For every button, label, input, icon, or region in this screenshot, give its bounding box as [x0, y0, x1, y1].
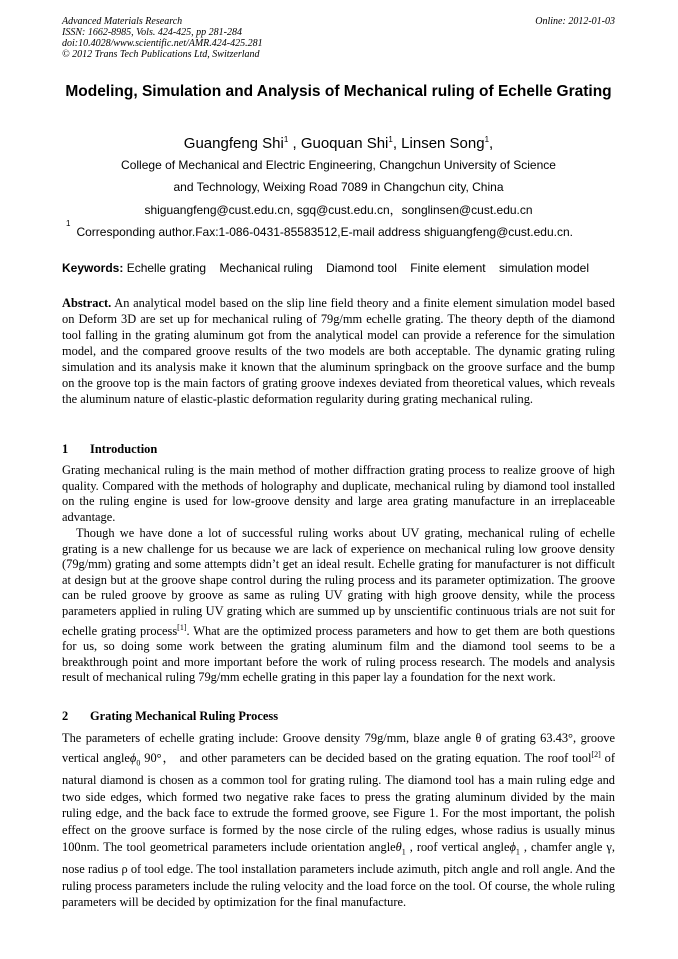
citation-ref: [2]	[591, 749, 601, 759]
theta1-subscript: 1	[401, 847, 406, 857]
section-title: Grating Mechanical Ruling Process	[90, 709, 279, 723]
citation-ref: [1]	[177, 622, 187, 632]
journal-header	[62, 16, 615, 60]
process-text: The parameters of echelle grating include: Groove density 79g/mm, blaze angle θ of grating 63.43°, groove vertical angle	[62, 731, 615, 765]
online-date: Online: 2012-01-03	[535, 16, 615, 27]
intro-paragraph-2-text: Though we have done a lot of successful ruling works about UV grating, mechanical ruling of echelle grating is a new challenge for us because we are lack of experience on mechanical ruling low groove density (79g/mm) grating and some attempts didn’t get an ideal result. Echelle grating for manufacturer is not difficult at design but at the groove shape control during the ruling process and its parameter optimization. The groove can be ruled groove by groove as same as ruling UV grating with high groove density, while the process parameters applied in ruling UV grating which are summed up by unscientific continuous trials are not suit for echelle grating process	[62, 526, 615, 638]
keyword: Diamond tool	[326, 261, 397, 275]
keyword: Finite element	[410, 261, 486, 275]
process-text: , chamfer angle γ, nose radius ρ of tool edge. The tool installation parameters include azimuth, pitch angle and roll angle. And the ruling process parameters include the ruling velocity and the load force on the tool. Of course, the whole ruling parameters will be decided by optimization for the final manufacture.	[62, 839, 615, 910]
copyright-line: © 2012 Trans Tech Publications Ltd, Switzerland	[62, 49, 260, 60]
author-name: , Guoquan Shi	[288, 135, 389, 152]
doi-line: doi:10.4028/www.scientific.net/AMR.424-425.281	[62, 38, 263, 49]
theta1-symbol: θ	[395, 839, 402, 854]
paper-title: Modeling, Simulation and Analysis of Mechanical ruling of Echelle Grating	[65, 83, 612, 100]
keywords-label: Keywords:	[62, 261, 124, 275]
corresponding-text: Corresponding author.Fax:1-086-0431-85583512,E-mail address shiguangfeng@cust.edu.cn.	[76, 225, 573, 239]
abstract-label: Abstract.	[62, 296, 112, 310]
phi0-subscript: 0	[136, 758, 141, 768]
author-emails: shiguangfeng@cust.edu.cn, sgq@cust.edu.cn，songlinsen@cust.edu.cn	[144, 203, 533, 217]
intro-paragraph-2-text-cont: . What are the optimized process parameters and how to get them are both questions for us, so doing some work between the grating aluminum film and the diamond tool seems to be a breakthrough point and more important before the work of ruling process research. The models and analysis result of mechanical ruling 79g/mm echelle grating in this paper lay a foundation for the next work.	[62, 623, 615, 685]
corresponding-mark: 1	[66, 219, 71, 228]
process-text: of natural diamond is chosen as a common tool for grating ruling. The diamond tool has a main ruling edge and two side edges, which formed two negative rake faces to press the grating aluminum divided by the main ruling edge, and the back face to extrude the formed groove, see Figure 1. For the most important, the polish effect on the groove surface is formed by the nose circle of the ruling edges, whose radius is usually minus 100nm. The tool geometrical parameters include orientation angle	[62, 750, 616, 854]
affiliation-line-2: and Technology, Weixing Road 7089 in Changchun city, China	[173, 180, 504, 194]
keyword: Mechanical ruling	[219, 261, 313, 275]
journal-name: Advanced Materials Research	[62, 16, 183, 27]
author-affil-mark: 1	[484, 135, 490, 144]
author-affil-mark: 1	[388, 135, 393, 144]
process-text: 90°， and other parameters can be decided based on the grating equation. The roof tool	[140, 750, 592, 765]
author-name: , Linsen Song	[392, 135, 485, 152]
intro-paragraph-2	[62, 526, 615, 686]
abstract	[62, 295, 615, 407]
corresponding-author	[66, 221, 626, 240]
intro-paragraph-1: Grating mechanical ruling is the main method of mother diffraction grating process to realize groove of high quality. Compared with the methods of holography and duplicate, mechanical ruling by diamond tool installed on the ruling engine is used for low-groove density and large area grating manufacture in an irreplaceable advantage.	[62, 463, 615, 524]
phi1-symbol: ϕ	[509, 839, 516, 854]
phi0-symbol: ϕ	[129, 750, 137, 765]
section-number: 1	[62, 442, 69, 456]
keyword: Echelle grating	[126, 261, 207, 275]
section-title: Introduction	[90, 442, 158, 456]
author-affil-mark: 1	[283, 135, 289, 144]
abstract-text: An analytical model based on the slip line field theory and a finite element simulation model based on Deform 3D are set up for mechanical ruling of 79g/mm echelle grating. The theory depth of the diamond tool falling in the grating aluminum got from the analytical model can provide a reference for the simulation model, and the compared groove results of the two models are both acceptable. The dynamic grating ruling simulation and its analysis make it known that the aluminum springback on the groove surface and the bump on the groove top is the main factors of grating groove indexes deviated from theoretical values, which reveals the aluminum nature of elastic-plastic deformation regularity during grating mechanical ruling.	[62, 296, 615, 406]
section-heading-introduction	[62, 442, 157, 457]
section-heading-ruling-process	[62, 709, 278, 724]
phi1-subscript: 1	[515, 847, 520, 857]
author-list-end: ,	[489, 135, 494, 152]
keyword: simulation model	[498, 261, 589, 275]
author-name: Guangfeng Shi	[183, 135, 284, 152]
process-text: , roof vertical angle	[405, 839, 510, 854]
section-number: 2	[62, 709, 69, 723]
process-paragraph	[62, 730, 615, 911]
keywords	[62, 261, 622, 276]
issn-line: ISSN: 1662-8985, Vols. 424-425, pp 281-284	[62, 27, 242, 38]
author-list	[62, 131, 615, 153]
affiliation-line-1: College of Mechanical and Electric Engineering, Changchun University of Science	[121, 158, 556, 172]
